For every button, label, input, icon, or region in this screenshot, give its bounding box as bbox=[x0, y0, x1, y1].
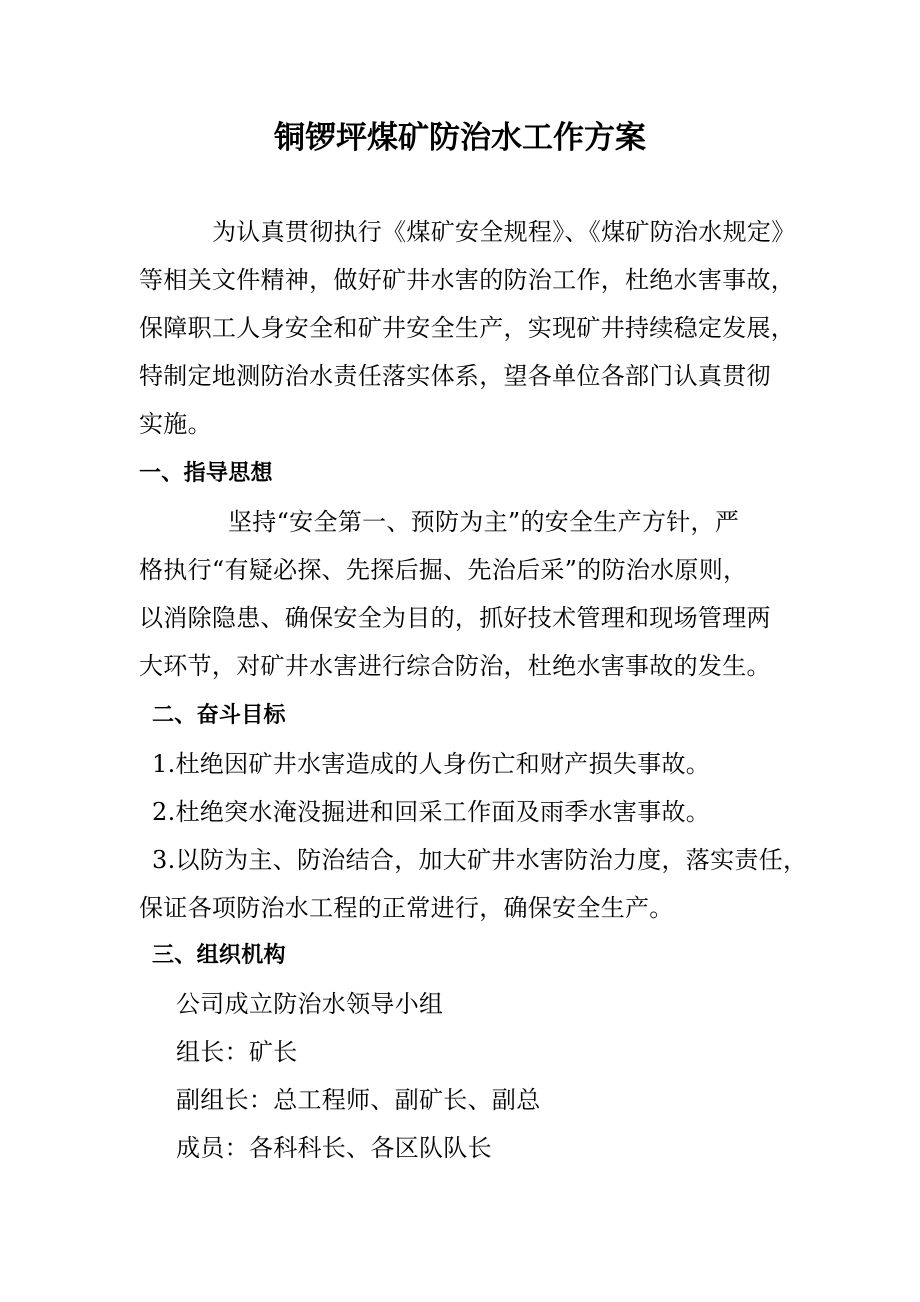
section-1-line-1: 坚持“安全第一、预防为主”的安全生产方针，严 bbox=[228, 508, 740, 536]
section-2-line-3: 3.以防为主、防治结合，加大矿井水害防治力度，落实责任， bbox=[152, 846, 808, 874]
section-3-line-3: 副组长：总工程师、副矿长、副总 bbox=[176, 1086, 541, 1114]
section-heading-organization: 三、组织机构 bbox=[152, 943, 286, 968]
intro-line-4: 特制定地测防治水责任落实体系，望各单位各部门认真贯彻 bbox=[139, 362, 771, 390]
section-heading-goals: 二、奋斗目标 bbox=[152, 703, 286, 728]
section-1-line-2: 格执行“有疑必探、先探后掘、先治后采”的防治水原则， bbox=[139, 556, 748, 584]
section-heading-guiding-ideology: 一、指导思想 bbox=[139, 461, 273, 486]
section-2-line-2: 2.杜绝突水淹没掘进和回采工作面及雨季水害事故。 bbox=[152, 798, 711, 826]
intro-line-5: 实施。 bbox=[139, 410, 212, 438]
section-3-line-2: 组长：矿长 bbox=[176, 1038, 298, 1066]
section-3-line-4: 成员：各科科长、各区队队长 bbox=[176, 1134, 492, 1162]
section-3-line-1: 公司成立防治水领导小组 bbox=[176, 990, 444, 1018]
intro-line-2: 等相关文件精神，做好矿井水害的防治工作，杜绝水害事故， bbox=[139, 266, 796, 294]
intro-line-1: 为认真贯彻执行《煤矿安全规程》、《煤矿防治水规定》 bbox=[212, 218, 796, 246]
document-title: 铜锣坪煤矿防治水工作方案 bbox=[274, 120, 646, 156]
intro-line-3: 保障职工人身安全和矿井安全生产，实现矿井持续稳定发展， bbox=[139, 314, 796, 342]
section-2-line-4: 保证各项防治水工程的正常进行，确保安全生产。 bbox=[139, 894, 674, 922]
section-1-line-4: 大环节，对矿井水害进行综合防治，杜绝水害事故的发生。 bbox=[139, 652, 771, 680]
section-1-line-3: 以消除隐患、确保安全为目的，抓好技术管理和现场管理两 bbox=[139, 604, 771, 632]
section-2-line-1: 1.杜绝因矿井水害造成的人身伤亡和财产损失事故。 bbox=[152, 750, 711, 778]
